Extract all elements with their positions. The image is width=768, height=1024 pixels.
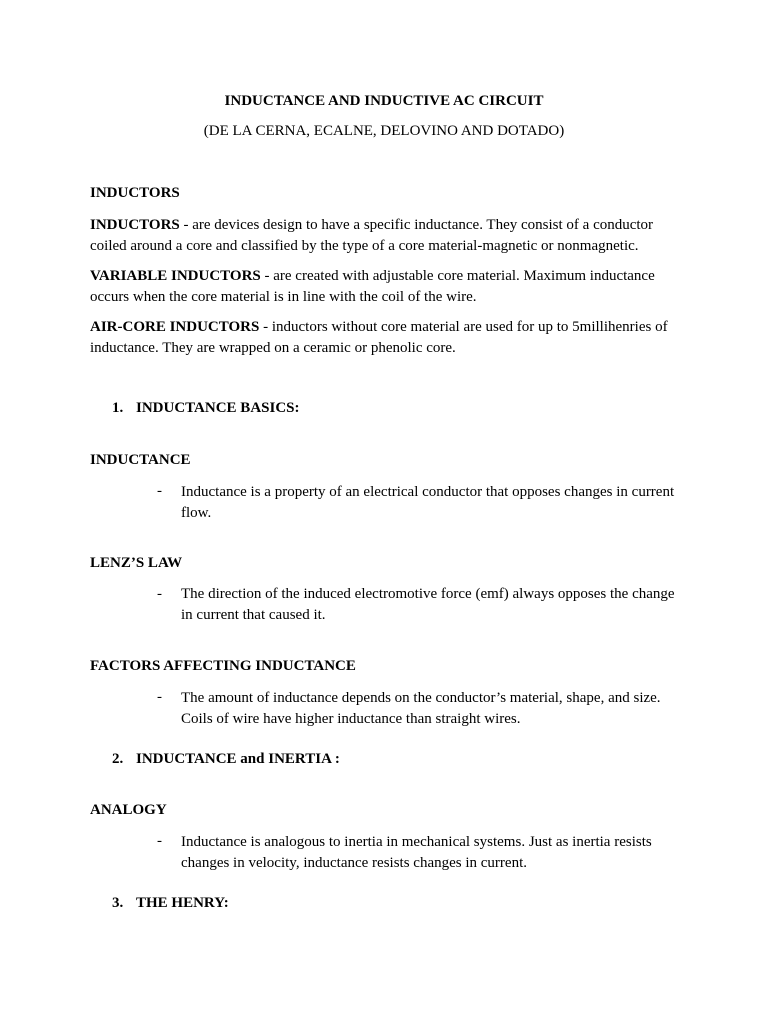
paragraph-variable-inductors [90,266,680,308]
subheading-lenz-law: LENZ’S LAW [90,555,183,571]
numbered-heading-3 [112,895,229,912]
list-number: 1. [112,400,124,416]
bullet-dash: - [157,833,162,849]
definition-air-core-inductors: - inductors without core material are used for up to 5millihenries of inductance. They are wrapped on a ceramic or phenolic core. [90,319,668,356]
term-variable-inductors: VARIABLE INDUCTORS [90,268,261,284]
term-air-core-inductors: AIR-CORE INDUCTORS [90,319,260,335]
paragraph-inductors [90,215,680,257]
numbered-heading-1 [112,400,300,417]
definition-variable-inductors: - are created with adjustable core material. Maximum inductance occurs when the core material is in line with the coil of the wire. [90,268,655,305]
numbered-heading-label: THE HENRY: [136,895,229,911]
bullet-dash: - [157,483,162,499]
numbered-heading-label: INDUCTANCE and INERTIA : [136,751,340,767]
list-number: 3. [112,895,124,911]
bullet-dash: - [157,689,162,705]
paragraph-air-core-inductors [90,317,680,359]
bullet-text-inductance: Inductance is a property of an electrical conductor that opposes changes in current flow. [181,484,675,521]
term-inductors: INDUCTORS [90,217,180,233]
bullet-dash: - [157,586,162,602]
document-authors: (DE LA CERNA, ECALNE, DELOVINO AND DOTADO) [203,123,565,139]
numbered-heading-label: INDUCTANCE BASICS: [136,400,300,416]
subheading-analogy: ANALOGY [90,802,167,818]
bullet-text-factors: The amount of inductance depends on the conductor’s material, shape, and size. Coils of wire have higher inductance than straight wires. [181,690,661,727]
subheading-factors-affecting-inductance: FACTORS AFFECTING INDUCTANCE [90,658,356,674]
document-title: INDUCTANCE AND INDUCTIVE AC CIRCUIT [224,93,544,109]
subheading-inductance: INDUCTANCE [90,452,191,468]
section-heading-inductors: INDUCTORS [90,185,180,201]
bullet-text-lenz-law: The direction of the induced electromotive force (emf) always opposes the change in current that caused it. [181,586,675,623]
bullet-text-analogy: Inductance is analogous to inertia in mechanical systems. Just as inertia resists changes in velocity, inductance resists changes in current. [181,834,652,871]
list-number: 2. [112,751,124,767]
numbered-heading-2 [112,751,340,768]
definition-inductors: - are devices design to have a specific inductance. They consist of a conductor coiled around a core and classified by the type of a core material-magnetic or nonmagnetic. [90,217,654,254]
